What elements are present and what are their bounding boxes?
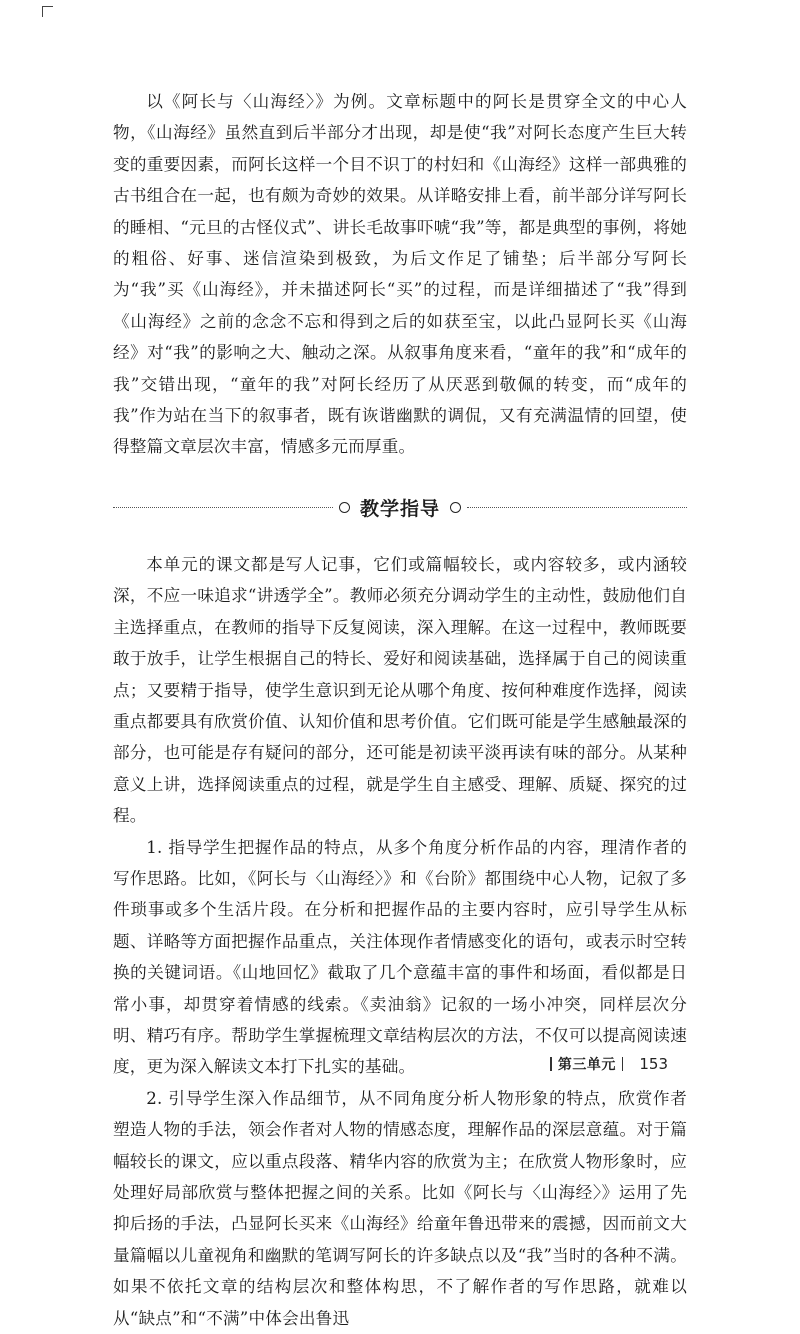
page-number: 153: [639, 1055, 668, 1073]
intro-paragraph: 以《阿长与〈山海经〉》为例。文章标题中的阿长是贯穿全文的中心人物，《山海经》虽然直到后半部分才出现，却是使“我”对阿长态度产生巨大转变的重要因素，而阿长这样一个目不识丁的村妇和《山海经》这样一部典雅的古书组合在一起，也有颇为奇妙的效果。从详略安排上看，前半部分详写阿长的睡相、“元旦的古怪仪式”、讲长毛故事吓唬“我”等，都是典型的事例，将她的粗俗、好事、迷信渲染到极致，为后文作足了铺垫；后半部分写阿长为“我”买《山海经》，并未描述阿长“买”的过程，而是详细描述了“我”得到《山海经》之前的念念不忘和得到之后的如获至宝，以此凸显阿长买《山海经》对“我”的影响之大、触动之深。从叙事角度来看，“童年的我”和“成年的我”交错出现，“童年的我”对阿长经历了从厌恶到敬佩的转变，而“成年的我”作为站在当下的叙事者，既有诙谐幽默的调侃，又有充满温情的回望，使得整篇文章层次丰富，情感多元而厚重。: [113, 92, 687, 457]
page-footer: [544, 1054, 668, 1074]
section-title: 教学指导: [360, 498, 441, 521]
paragraph: 2. 引导学生深入作品细节，从不同角度分析人物形象的特点，欣赏作者塑造人物的手法，领会作者对人物的情感态度，理解作品的深层意蕴。对于篇幅较长的课文，应以重点段落、精华内容的欣赏为主；在欣赏人物形象时，应处理好局部欣赏与整体把握之间的关系。比如《阿长与〈山海经〉》运用了先抑后扬的手法，凸显阿长买来《山海经》给童年鲁迅带来的震撼，因而前文大量篇幅以儿童视角和幽默的笔调写阿长的许多缺点以及“我”当时的各种不满。如果不依托文章的结构层次和整体构思，不了解作者的写作思路，就难以从“缺点”和“不满”中体会出鲁迅: [113, 1088, 687, 1328]
paragraph: 1. 指导学生把握作品的特点，从多个角度分析作品的内容，理清作者的写作思路。比如，《阿长与〈山海经〉》和《台阶》都围绕中心人物，记叙了多件琐事或多个生活片段。在分析和把握作品的主要内容时，应引导学生从标题、详略等方面把握作品重点，关注体现作者情感变化的语句，或表示时空转换的关键词语。《山地回忆》截取了几个意蕴丰富的事件和场面，看似都是日常小事，却贯穿着情感的线索。《卖油翁》记叙的一场小冲突，同样层次分明、精巧有序。帮助学生掌握梳理文章结构层次的方法，不仅可以提高阅读速度，更为深入解读文本打下扎实的基础。: [113, 837, 687, 1077]
footer-divider: [622, 1057, 624, 1071]
dotted-rule-left: [113, 507, 333, 508]
paragraph: 本单元的课文都是写人记事，它们或篇幅较长，或内容较多，或内涵较深，不应一味追求“讲透学全”。教师必须充分调动学生的主动性，鼓励他们自主选择重点，在教师的指导下反复阅读，深入理解。在这一过程中，教师既要敢于放手，让学生根据自己的特长、爱好和阅读基础，选择属于自己的阅读重点；又要精于指导，使学生意识到无论从哪个角度、按何种难度作选择，阅读重点都要具有欣赏价值、认知价值和思考价值。它们既可能是学生感触最深的部分，也可能是存有疑问的部分，还可能是初读平淡再读有味的部分。从某种意义上讲，选择阅读重点的过程，就是学生自主感受、理解、质疑、探究的过程。: [113, 554, 687, 826]
circle-icon: [339, 502, 350, 513]
circle-icon: [450, 502, 461, 513]
guidance-body: [113, 549, 687, 1334]
footer-divider: [550, 1057, 552, 1071]
footer-unit: 第三单元: [557, 1057, 616, 1073]
dotted-rule-right: [467, 507, 687, 508]
page-content: [113, 86, 687, 1334]
heading-center: [333, 494, 467, 521]
section-heading: [113, 493, 687, 523]
crop-mark: [42, 6, 53, 17]
